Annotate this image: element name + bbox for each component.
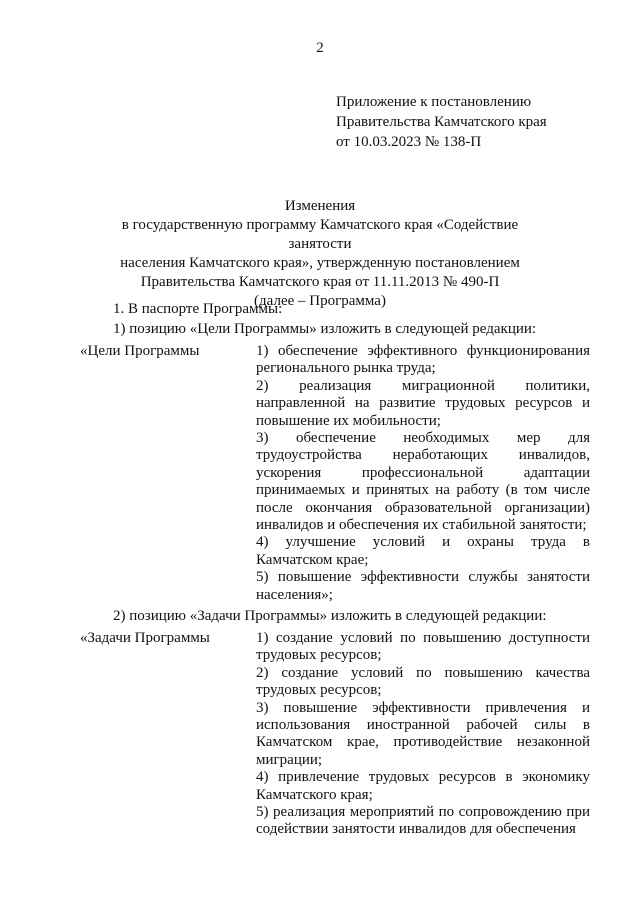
page-number: 2: [316, 40, 324, 56]
tasks-item-4: 4) привлечение трудовых ресурсов в экономику Камчатского края;: [256, 769, 590, 803]
goals-item-3: 3) обеспечение необходимых мер для трудоустройства неработающих инвалидов, ускорения профессиональной адаптации принимаемых и принятых на работу (в том числе после окончания образовательной организации) инвалидов и обеспечения их стабильной занятости;: [256, 430, 590, 534]
document-title: [90, 197, 550, 311]
goals-items: [256, 343, 590, 604]
title-line-1: Изменения: [284, 198, 356, 214]
goals-label: «Цели Программы: [80, 343, 200, 359]
annex-line-1: Приложение к постановлению: [336, 94, 532, 110]
tasks-row: [80, 630, 590, 870]
goals-row: [80, 343, 590, 603]
annex-line-3: от 10.03.2023 № 138-П: [336, 134, 482, 150]
section-1-item-1: 1) позицию «Цели Программы» изложить в следующей редакции:: [113, 321, 537, 337]
tasks-item-3: 3) повышение эффективности привлечения и использования иностранной рабочей силы в Камчатском крае, противодействие незаконной миграции;: [256, 699, 590, 768]
annex-header: [336, 92, 547, 152]
tasks-item-2: 2) создание условий по повышению качества трудовых ресурсов;: [256, 664, 590, 699]
tasks-item-5: 5) реализация мероприятий по сопровождению при содействии занятости инвалидов для обеспечения: [256, 804, 590, 838]
goals-item-2: 2) реализация миграционной политики, направленной на развитие трудовых ресурсов и повышение их мобильности;: [256, 377, 590, 429]
annex-line-2: Правительства Камчатского края: [336, 114, 547, 130]
tasks-item-1: 1) создание условий по повышению доступности трудовых ресурсов;: [256, 630, 590, 664]
goals-item-5: 5) повышение эффективности службы занятости населения»;: [256, 569, 590, 603]
goals-item-4: 4) улучшение условий и охраны труда в Камчатском крае;: [256, 534, 590, 568]
title-line-3: населения Камчатского края», утвержденную постановлением: [120, 255, 520, 271]
title-line-5: (далее – Программа): [254, 293, 386, 309]
tasks-label: «Задачи Программы: [80, 630, 210, 646]
goals-item-1: 1) обеспечение эффективного функционирования регионального рынка труда;: [256, 343, 590, 377]
section-1-item-2: 2) позицию «Задачи Программы» изложить в следующей редакции:: [113, 608, 547, 624]
section-1-heading: 1. В паспорте Программы:: [113, 301, 283, 317]
title-line-4: Правительства Камчатского края от 11.11.2013 № 490-П: [140, 274, 500, 290]
tasks-items: [256, 630, 590, 839]
title-line-2: в государственную программу Камчатского края «Содействие занятости: [121, 217, 519, 252]
